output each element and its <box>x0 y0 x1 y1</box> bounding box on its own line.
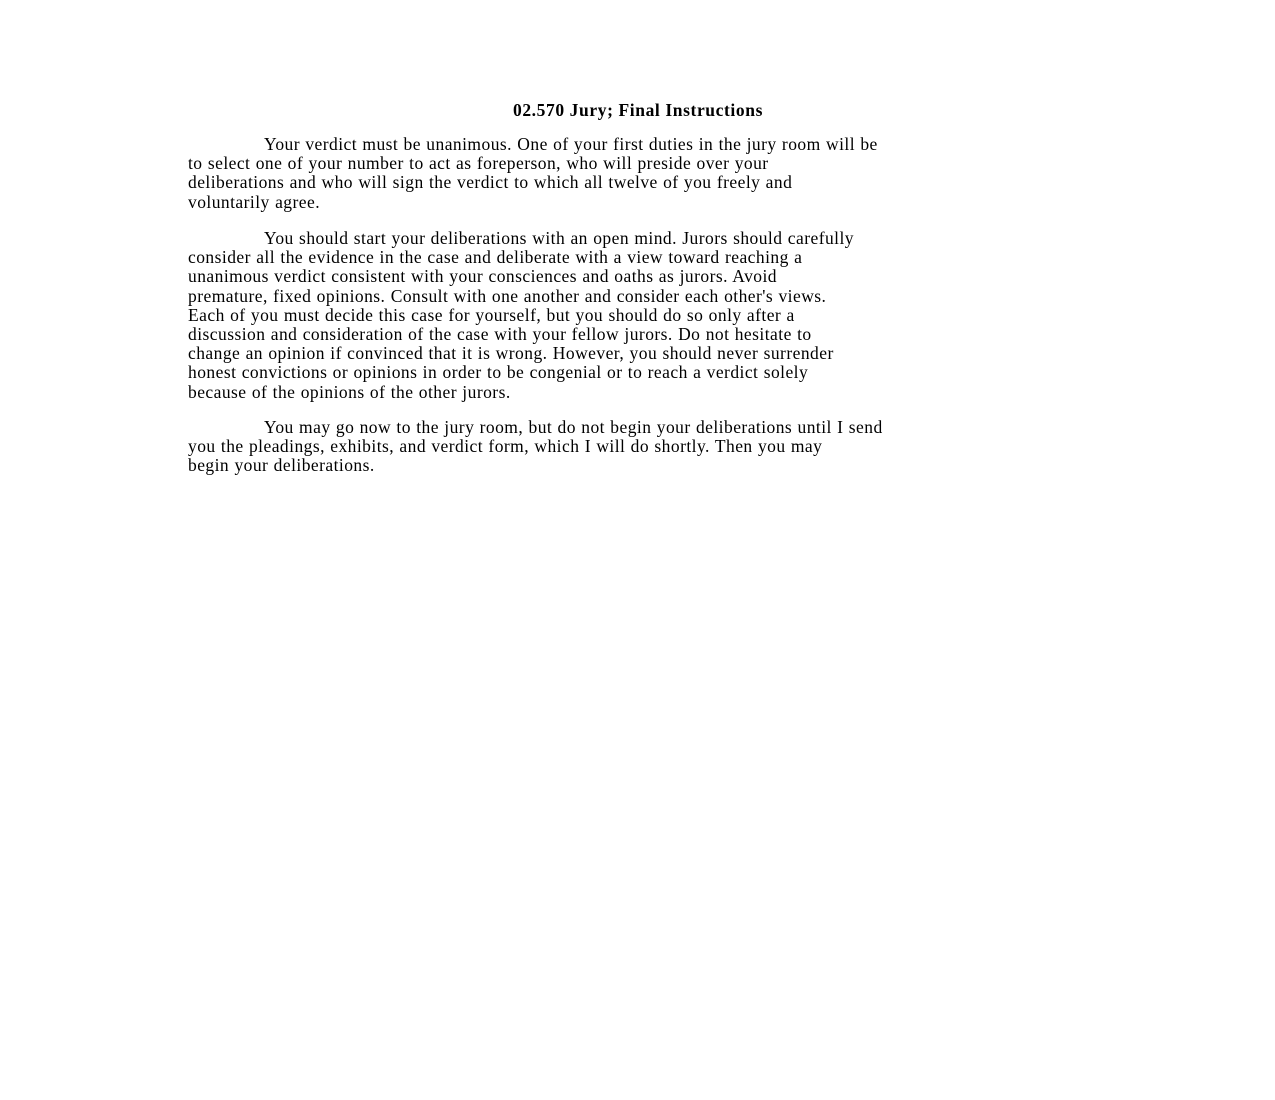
paragraph-open-mind <box>188 229 1108 402</box>
paragraph-line: begin your deliberations. <box>188 455 375 476</box>
paragraph-line: deliberations and who will sign the verdict to which all twelve of you freely and <box>188 172 793 193</box>
paragraph-line: Each of you must decide this case for yourself, but you should do so only after a <box>188 304 795 325</box>
paragraph-line: You should start your deliberations with an open mind. Jurors should carefully <box>264 228 855 248</box>
paragraph-line: You may go now to the jury room, but do not begin your deliberations until I send <box>264 417 883 437</box>
paragraph-line: premature, fixed opinions. Consult with one another and consider each other's views. <box>188 285 827 306</box>
paragraph-line: consider all the evidence in the case and deliberate with a view toward reaching a <box>188 247 803 268</box>
paragraph-line: change an opinion if convinced that it is wrong. However, you should never surrender <box>188 343 834 364</box>
paragraph-line: you the pleadings, exhibits, and verdict form, which I will do shortly. Then you may <box>188 436 823 457</box>
paragraph-unanimous-verdict <box>188 135 1108 212</box>
paragraph-line: unanimous verdict consistent with your consciences and oaths as jurors. Avoid <box>188 266 778 287</box>
paragraph-line: because of the opinions of the other jurors. <box>188 381 511 402</box>
paragraph-line: Your verdict must be unanimous. One of your first duties in the jury room will be <box>264 134 878 154</box>
document-title: 02.570 Jury; Final Instructions <box>512 100 763 120</box>
paragraph-line: voluntarily agree. <box>188 191 321 212</box>
paragraph-line: discussion and consideration of the case with your fellow jurors. Do not hesitate to <box>188 324 812 345</box>
paragraph-go-to-jury-room <box>188 418 1108 476</box>
paragraph-line: honest convictions or opinions in order to be congenial or to reach a verdict solely <box>188 362 809 383</box>
paragraph-line: to select one of your number to act as foreperson, who will preside over your <box>188 153 769 174</box>
